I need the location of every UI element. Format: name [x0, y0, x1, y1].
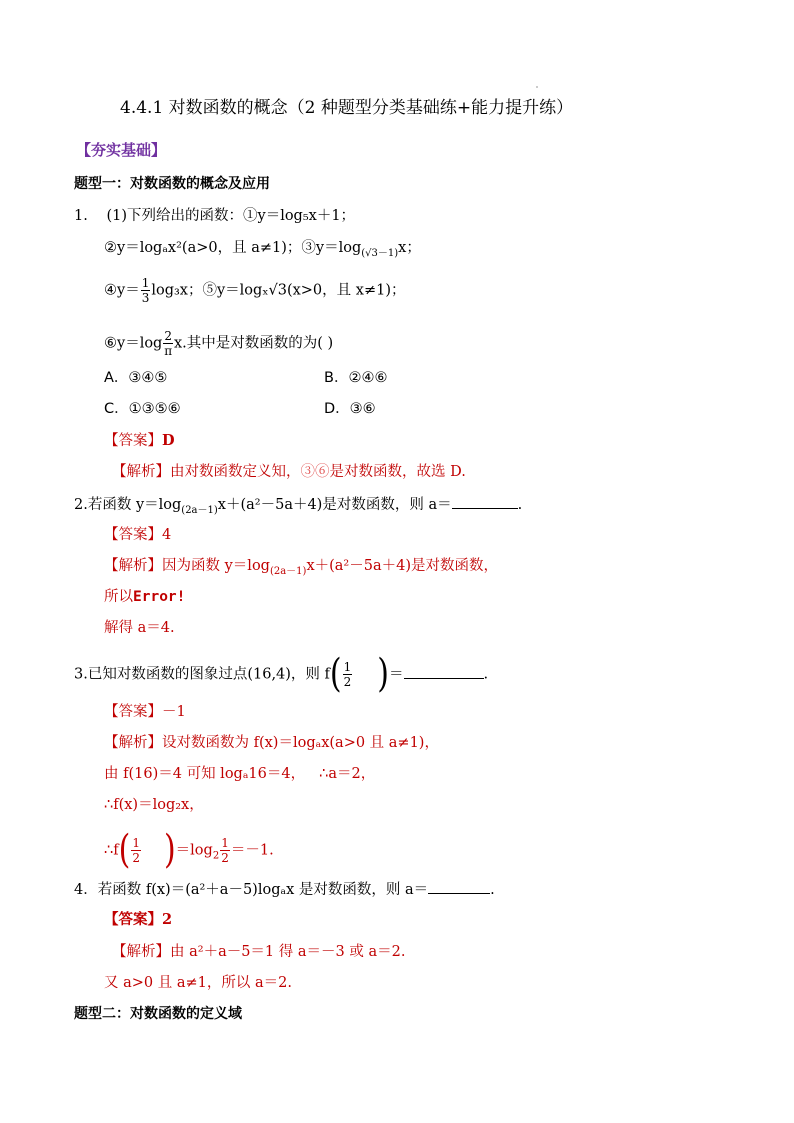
- section-heading: 【夯实基础】: [76, 141, 167, 159]
- speck-mark: [536, 86, 538, 88]
- q3-stem-a: 3.已知对数函数的图象过点(16,4)，则 f: [74, 666, 330, 683]
- analysis-text-c: 是对数函数，故选 D.: [329, 464, 466, 480]
- analysis-text: 设对数函数为 f(x)＝logₐx(a>0 且 a≠1)，: [162, 735, 439, 751]
- q1-func2-end: x；: [398, 240, 421, 256]
- q3-frac-half: [343, 660, 353, 689]
- q1-part: (1)下列给出的函数：①: [106, 208, 258, 224]
- answer-value: －1: [162, 704, 186, 720]
- q1-frac-one-third: [141, 276, 151, 305]
- q1-frac-two-pi: [163, 329, 173, 358]
- analysis-text-a: 由 f(16)＝4 可知 logₐ16＝4，: [104, 766, 306, 782]
- frac-numerator: 1: [141, 276, 150, 290]
- q3-stem-end: .: [483, 666, 489, 683]
- analysis-text-a: ∴f: [104, 842, 119, 859]
- answer-label: 【答案】: [104, 704, 162, 720]
- frac-denominator: 3: [141, 291, 150, 305]
- q3-analysis-line4: [104, 827, 274, 873]
- q3-frac-half-b: [220, 836, 230, 865]
- q2-answer: [104, 525, 171, 545]
- q2-stem-base: (2a－1): [181, 504, 218, 516]
- q1-func2: ②y＝logₐx²(a>0，且 a≠1)；③y＝log: [104, 240, 362, 256]
- q1-option-b: B．②④⑥: [324, 370, 388, 386]
- analysis-base: (2a－1): [269, 565, 307, 577]
- q1-func3-b: log₃x；⑤y＝logₓ: [151, 282, 269, 299]
- analysis-label: 【解析】: [104, 558, 162, 574]
- q4-stem: [74, 879, 495, 900]
- type2-heading: 题型二：对数函数的定义域: [74, 1006, 242, 1022]
- q2-analysis-line2: [104, 587, 185, 607]
- q4-analysis-line2: 又 a>0 且 a≠1，所以 a＝2.: [104, 975, 292, 991]
- log-base: 2: [212, 850, 220, 862]
- q3-analysis: [104, 733, 439, 753]
- analysis-text: 由 a²＋a－5＝1 得 a＝－3 或 a＝2.: [170, 944, 406, 960]
- answer-blank: [428, 879, 490, 894]
- left-paren: (: [118, 827, 131, 873]
- frac-numerator: 1: [132, 836, 140, 850]
- analysis-text: 所以: [104, 589, 133, 605]
- q1-answer: [104, 431, 175, 451]
- q2-stem-b: x＋(a²－5a＋4)是对数函数，则 a＝: [217, 497, 452, 513]
- frac-numerator: 2: [164, 329, 172, 343]
- frac-denominator: 2: [132, 851, 140, 865]
- analysis-label: 【解析】: [112, 464, 170, 480]
- answer-blank: [452, 494, 518, 509]
- q3-answer: [104, 702, 186, 722]
- analysis-text-b: x＋(a²－5a＋4)是对数函数，: [306, 558, 498, 574]
- q2-stem: [74, 494, 522, 521]
- q1-number: 1.: [74, 208, 88, 224]
- q3-stem: [74, 651, 489, 697]
- analysis-label: 【解析】: [104, 735, 162, 751]
- q4-answer: [104, 910, 172, 930]
- analysis-text-b: ∴a＝2，: [319, 766, 376, 782]
- q1-line3: [104, 276, 405, 305]
- q3-stem-b: ＝: [389, 666, 404, 683]
- analysis-text-a: 由对数函数定义知，: [170, 464, 301, 480]
- type1-heading: 题型一：对数函数的概念及应用: [74, 176, 270, 192]
- analysis-text-c: ＝－1.: [230, 842, 274, 859]
- q1-option-d: D．③⑥: [324, 401, 376, 417]
- q1-analysis: [112, 462, 466, 482]
- answer-label: 【答案】: [104, 912, 162, 928]
- frac-numerator: 1: [221, 836, 229, 850]
- q2-analysis: [104, 556, 498, 582]
- q1-func3-c: (x>0，且 x≠1)；: [286, 282, 406, 299]
- q3-frac-half-a: [131, 836, 141, 865]
- answer-label: 【答案】: [104, 527, 162, 543]
- q4-stem-a: 4．若函数 f(x)＝(a²＋a－5)logₐx 是对数函数，则 a＝: [74, 882, 429, 898]
- q1-option-c: C．①③⑤⑥: [104, 401, 181, 417]
- page-title: 4.4.1 对数函数的概念（2 种题型分类基础练+能力提升练）: [120, 98, 574, 118]
- analysis-text-b: ＝log: [175, 842, 213, 859]
- q3-analysis-line2: [104, 764, 375, 784]
- q1-func3-a: ④y＝: [104, 282, 140, 299]
- q1-line1: [74, 206, 355, 226]
- q2-analysis-line3: 解得 a＝4.: [104, 620, 175, 636]
- left-paren: (: [329, 651, 342, 697]
- analysis-label: 【解析】: [112, 944, 170, 960]
- right-paren: ): [377, 651, 389, 697]
- q1-option-a: A．③④⑤: [104, 370, 168, 386]
- analysis-text-a: 因为函数 y＝log: [162, 558, 270, 574]
- answer-blank: [404, 664, 484, 679]
- right-paren: ): [163, 827, 176, 873]
- q1-sqrt3: √3: [268, 282, 287, 299]
- q4-stem-end: .: [490, 882, 495, 898]
- answer-value: 2: [162, 911, 173, 928]
- q1-func4-a: ⑥y＝log: [104, 335, 163, 352]
- answer-label: 【答案】: [104, 433, 162, 449]
- q1-func4-b: x.其中是对数函数的为( ): [173, 335, 334, 352]
- q2-stem-a: 2.若函数 y＝log: [74, 497, 182, 513]
- answer-value: D: [162, 432, 175, 449]
- q1-line2: [104, 238, 421, 264]
- frac-denominator: 2: [221, 851, 229, 865]
- q1-line4: [104, 329, 333, 358]
- q1-func2-base: (√3－1): [361, 247, 399, 259]
- analysis-text-b: ③⑥: [300, 464, 330, 480]
- q4-analysis: [112, 942, 405, 962]
- frac-denominator: π: [164, 344, 173, 358]
- frac-denominator: 2: [343, 675, 352, 689]
- error-text: Error!: [133, 589, 186, 605]
- q1-func1: y＝log₅x＋1；: [257, 208, 356, 224]
- frac-numerator: 1: [343, 660, 352, 674]
- answer-value: 4: [162, 527, 172, 543]
- q2-stem-end: .: [517, 497, 523, 513]
- q3-analysis-line3: ∴f(x)＝log₂x，: [104, 797, 204, 813]
